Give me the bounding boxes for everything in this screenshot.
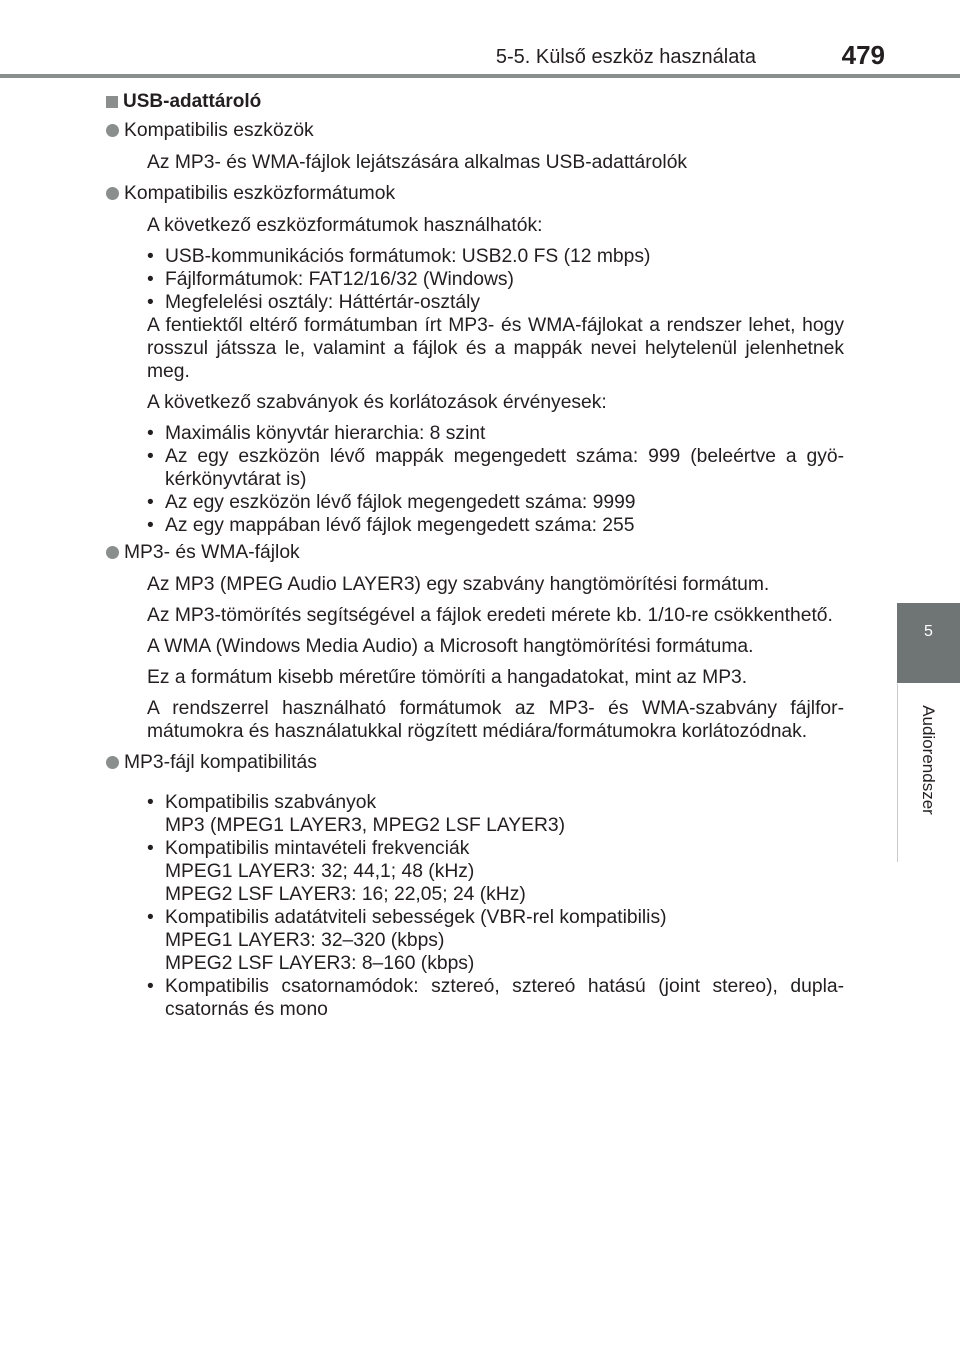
- subsection-title: MP3- és WMA-fájlok: [124, 542, 300, 563]
- circle-bullet-icon: [106, 187, 119, 200]
- section-title: 5-5. Külső eszköz használata: [495, 46, 756, 68]
- heading-text: USB-adattároló: [123, 91, 262, 112]
- bullet-list: [108, 422, 844, 537]
- item-label: • Kompatibilis szabványok: [165, 792, 377, 813]
- list-item: • Fájlformátumok: FAT12/16/32 (Windows): [147, 268, 844, 291]
- subsection-heading: [108, 541, 844, 564]
- paragraph: A WMA (Windows Media Audio) a Microsoft hangtömörítési formátuma.: [147, 636, 754, 657]
- square-bullet-icon: [106, 96, 118, 108]
- item-detail: MPEG2 LSF LAYER3: 8–160 (kbps): [165, 953, 475, 974]
- item-label: • Kompatibilis csatornamódok: sztereó, sztereó hatású (joint stereo), duplacsatornás és mono: [165, 976, 844, 1020]
- item-label: • Kompatibilis adatátviteli sebességek (VBR-rel kompatibilis): [165, 907, 667, 928]
- paragraph: A fentiektől eltérő formátumban írt MP3- és WMA-fájlokat a rendszer lehet, hogy rosszul játssza le, valamint a fájlok és a mappák nevei helytelenül jelenhetnek meg.: [147, 315, 844, 382]
- paragraph: A következő szabványok és korlátozások érvényesek:: [147, 392, 607, 413]
- chapter-label: Audiorendszer: [919, 705, 938, 815]
- list-item: • USB-kommunikációs formátumok: USB2.0 FS (12 mbps): [147, 245, 844, 268]
- list-item: • Az egy mappában lévő fájlok megengedett száma: 255: [147, 514, 844, 537]
- subsection-title: Kompatibilis eszközök: [124, 120, 314, 141]
- item-detail: MPEG2 LSF LAYER3: 16; 22,05; 24 (kHz): [165, 884, 526, 905]
- subsection-title: Kompatibilis eszközformátumok: [124, 183, 396, 204]
- page-number: 479: [841, 40, 885, 70]
- list-item: • Maximális könyvtár hierarchia: 8 szint: [147, 422, 844, 445]
- subsection-heading: [108, 182, 844, 205]
- paragraph: Az MP3 (MPEG Audio LAYER3) egy szabvány hangtömörítési formátum.: [147, 574, 770, 595]
- chapter-number: 5: [924, 623, 933, 640]
- paragraph: Ez a formátum kisebb méretűre tömöríti a hangadatokat, mint az MP3.: [147, 667, 748, 688]
- paragraph: A következő eszközformátumok használhatók:: [147, 215, 543, 236]
- item-label: • Kompatibilis mintavételi frekvenciák: [165, 838, 470, 859]
- list-item: • Megfelelési osztály: Háttértár-osztály: [147, 291, 844, 314]
- circle-bullet-icon: [106, 756, 119, 769]
- bullet-list: [108, 245, 844, 314]
- chapter-tab: [897, 603, 960, 683]
- bullet-list: [108, 791, 844, 1021]
- subsection-heading: [108, 119, 844, 142]
- list-item: [147, 791, 844, 837]
- subsection-title: MP3-fájl kompatibilitás: [124, 752, 317, 773]
- list-item: [147, 975, 844, 1021]
- list-item: [147, 837, 844, 906]
- circle-bullet-icon: [106, 124, 119, 137]
- circle-bullet-icon: [106, 546, 119, 559]
- subsection-heading: [108, 751, 844, 774]
- paragraph: Az MP3-tömörítés segítségével a fájlok eredeti mérete kb. 1/10-re csökkenthető.: [147, 605, 833, 626]
- header-divider: [0, 74, 960, 78]
- list-item: • Az egy eszközön lévő mappák megengedett száma: 999 (beleértve a gyökérkönyvtárat is): [147, 445, 844, 491]
- item-detail: MPEG1 LAYER3: 32; 44,1; 48 (kHz): [165, 861, 475, 882]
- list-item: • Az egy eszközön lévő fájlok megengedett száma: 9999: [147, 491, 844, 514]
- paragraph: A rendszerrel használható formátumok az MP3- és WMA-szabvány fájlformátumokra és használatukkal rögzített médiára/formátumokra korlátozódnak.: [147, 698, 844, 742]
- section-heading: [108, 90, 844, 113]
- item-detail: MPEG1 LAYER3: 32–320 (kbps): [165, 930, 445, 951]
- list-item: [147, 906, 844, 975]
- page-content: [108, 90, 844, 1021]
- paragraph: Az MP3- és WMA-fájlok lejátszására alkalmas USB-adattárolók: [147, 152, 688, 173]
- item-detail: MP3 (MPEG1 LAYER3, MPEG2 LSF LAYER3): [165, 815, 566, 836]
